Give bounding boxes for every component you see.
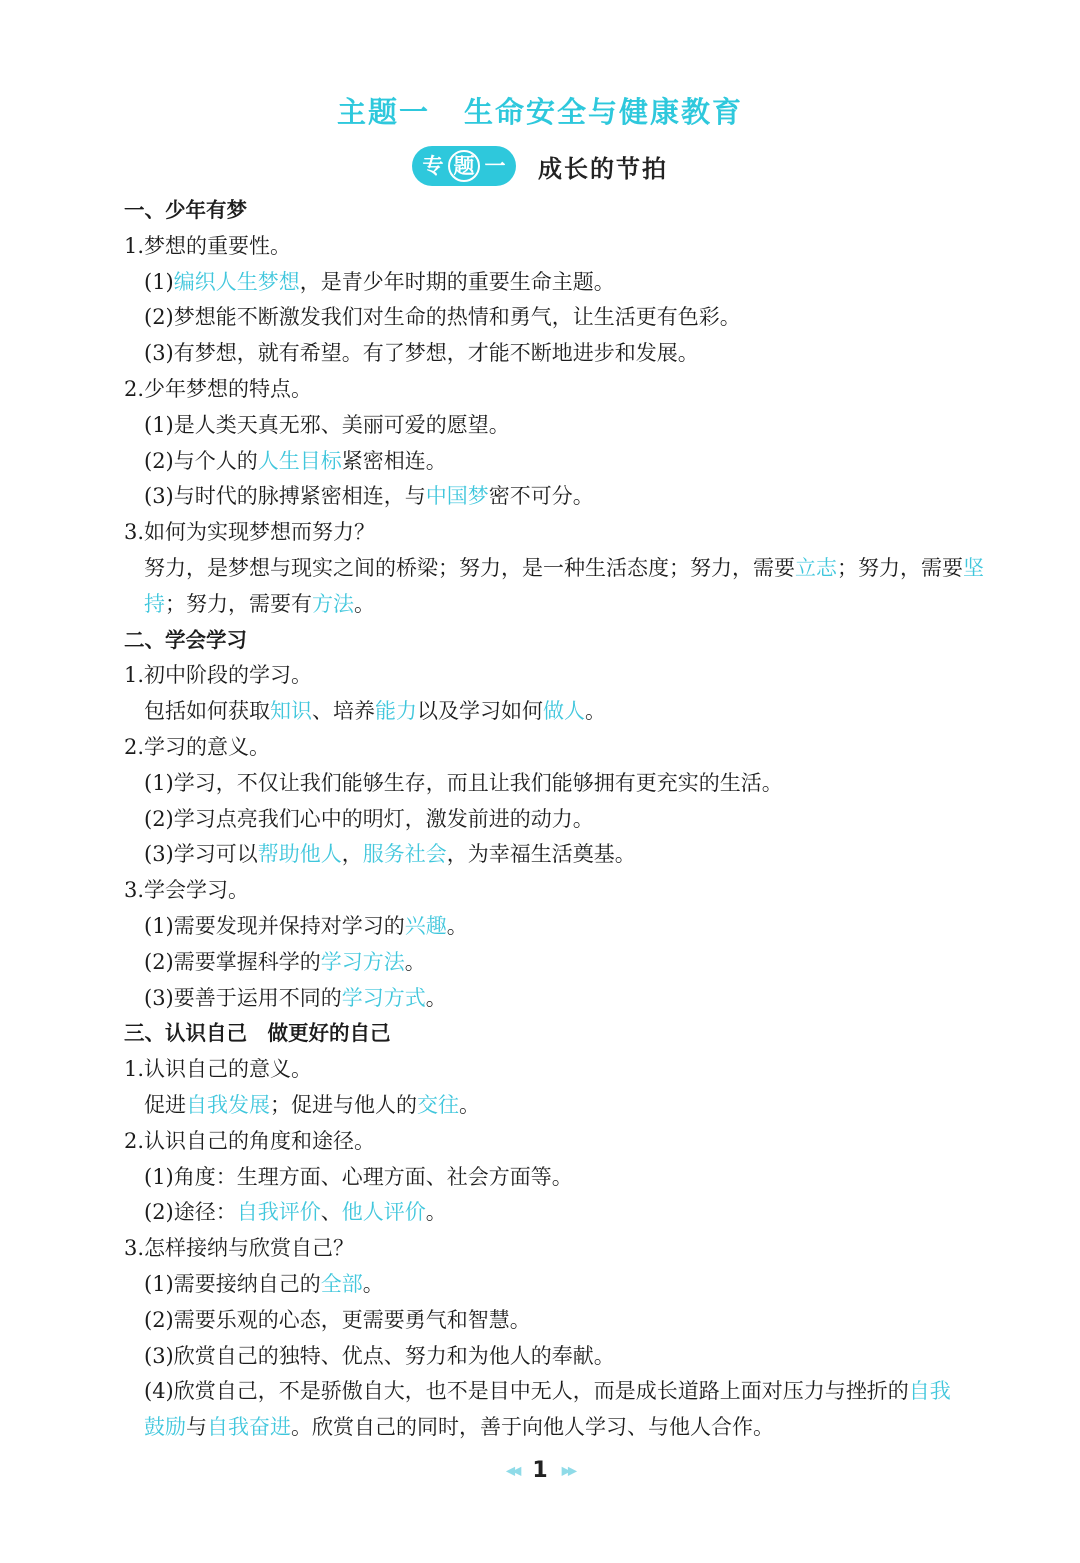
text-run: (2)学习点亮我们心中的明灯，激发前进的动力。 xyxy=(144,806,594,831)
text-run: 、培养 xyxy=(312,699,375,724)
theme-title xyxy=(0,90,1080,131)
text-run: 。 xyxy=(425,985,447,1010)
key-term: 知识 xyxy=(270,699,312,724)
document-body xyxy=(124,193,994,1446)
text-run: ， xyxy=(341,842,363,867)
text-run: (1)需要接纳自己的 xyxy=(144,1271,321,1296)
subheading xyxy=(124,1052,994,1088)
text-run: 。 xyxy=(425,1200,447,1225)
subheading xyxy=(124,730,994,766)
text-run: 2.少年梦想的特点。 xyxy=(124,376,313,401)
text-line xyxy=(124,1303,994,1339)
subheading xyxy=(124,658,994,694)
subheading xyxy=(124,1231,994,1267)
key-term: 方法 xyxy=(312,591,354,616)
text-run: 。 xyxy=(459,1092,480,1117)
text-run: (3)与时代的脉搏紧密相连，与 xyxy=(144,484,426,509)
text-run: 3.怎样接纳与欣赏自己？ xyxy=(124,1236,355,1261)
text-run: 3.如何为实现梦想而努力？ xyxy=(124,520,376,545)
key-term: 人生目标 xyxy=(257,448,342,473)
key-term: 兴趣 xyxy=(404,913,447,938)
text-line xyxy=(124,766,994,802)
subheading xyxy=(124,372,994,408)
text-run: (2)梦想能不断激发我们对生命的热情和勇气，让生活更有色彩。 xyxy=(144,305,741,330)
theme-name: 生命安全与健康教育 xyxy=(464,95,744,129)
text-line xyxy=(124,1195,994,1231)
text-run: (1)学习，不仅让我们能够生存，而且让我们能够拥有更充实的生活。 xyxy=(144,770,783,795)
text-run: 紧密相连。 xyxy=(341,448,447,473)
text-run: 。 xyxy=(404,949,426,974)
topic-badge-char: 专 xyxy=(422,154,444,178)
key-term: 自我 xyxy=(908,1379,951,1404)
text-line xyxy=(124,1410,994,1446)
text-line xyxy=(124,981,994,1017)
text-run: 2.学习的意义。 xyxy=(124,734,271,759)
text-run: (3)要善于运用不同的 xyxy=(144,985,342,1010)
text-line xyxy=(124,1088,994,1124)
text-run: 1.认识自己的意义。 xyxy=(124,1057,313,1082)
text-run: (4)欣赏自己，不是骄傲自大，也不是目中无人，而是成长道路上面对压力与挫折的 xyxy=(144,1379,909,1404)
text-run: 。 xyxy=(446,913,468,938)
text-run: (3)欣赏自己的独特、优点、努力和为他人的奉献。 xyxy=(144,1343,615,1368)
text-run: ，是青少年时期的重要生命主题。 xyxy=(299,269,615,294)
key-term: 能力 xyxy=(375,699,417,724)
subheading xyxy=(124,873,994,909)
text-line xyxy=(124,1374,994,1410)
theme-label: 主题一 xyxy=(336,95,430,129)
key-term: 服务社会 xyxy=(362,842,447,867)
text-run: ；促进与他人的 xyxy=(270,1092,417,1117)
text-line xyxy=(124,265,994,301)
text-run: (1)角度：生理方面、心理方面、社会方面等。 xyxy=(144,1164,573,1189)
text-run: 三、认识自己 做更好的自己 xyxy=(124,1021,391,1046)
text-run: 3.学会学习。 xyxy=(124,878,250,903)
text-run: 促进 xyxy=(144,1092,186,1117)
key-term: 持 xyxy=(144,591,165,616)
key-term: 帮助他人 xyxy=(257,842,342,867)
text-run: ，为幸福生活奠基。 xyxy=(446,842,636,867)
text-run: 以及学习如何 xyxy=(417,699,543,724)
text-run: 1.初中阶段的学习。 xyxy=(124,663,313,688)
text-run: 2.认识自己的角度和途径。 xyxy=(124,1128,376,1153)
subheading xyxy=(124,1124,994,1160)
page-number: 1 xyxy=(532,1458,548,1483)
text-line xyxy=(124,694,994,730)
section-heading xyxy=(124,1016,994,1052)
key-term: 自我评价 xyxy=(236,1200,321,1225)
prev-arrows-icon: ◀◀ xyxy=(505,1463,519,1478)
text-run: ；努力，需要 xyxy=(837,555,963,580)
text-run: (2)需要掌握科学的 xyxy=(144,949,321,974)
key-term: 学习方式 xyxy=(341,985,426,1010)
text-line xyxy=(124,909,994,945)
subheading xyxy=(124,515,994,551)
key-term: 中国梦 xyxy=(425,484,489,509)
text-run: 努力，是梦想与现实之间的桥梁；努力，是一种生活态度；努力，需要 xyxy=(144,555,795,580)
text-run: 一、少年有梦 xyxy=(124,198,247,222)
text-run: (3)有梦想，就有希望。有了梦想，才能不断地进步和发展。 xyxy=(144,341,699,366)
text-line xyxy=(124,1339,994,1375)
text-run: (3)学习可以 xyxy=(144,842,258,867)
section-heading xyxy=(124,623,994,659)
text-run: 包括如何获取 xyxy=(144,699,270,724)
text-run: ；努力，需要有 xyxy=(165,591,312,616)
text-line xyxy=(124,1160,994,1196)
key-term: 交往 xyxy=(417,1092,459,1117)
text-line xyxy=(124,408,994,444)
text-line xyxy=(124,837,994,873)
section-heading xyxy=(124,193,994,229)
key-term: 鼓励 xyxy=(144,1415,186,1440)
text-line xyxy=(124,587,994,623)
topic-badge-char: 题 xyxy=(448,150,480,182)
key-term: 做人 xyxy=(543,699,585,724)
text-line xyxy=(124,479,994,515)
text-run: 。欣赏自己的同时，善于向他人学习、与他人合作。 xyxy=(291,1415,774,1440)
key-term: 坚 xyxy=(963,555,984,580)
next-arrows-icon: ▶▶ xyxy=(561,1463,575,1478)
topic-title: 成长的节拍 xyxy=(538,154,668,183)
text-line xyxy=(124,551,994,587)
key-term: 立志 xyxy=(795,555,837,580)
text-run: 二、学会学习 xyxy=(124,627,247,652)
key-term: 编织人生梦想 xyxy=(173,269,300,294)
text-run: 与 xyxy=(186,1415,207,1440)
text-run: 1.梦想的重要性。 xyxy=(124,233,292,258)
text-run: (2)与个人的 xyxy=(144,448,258,473)
text-run: 密不可分。 xyxy=(488,484,594,509)
text-run: 、 xyxy=(320,1200,342,1225)
text-line xyxy=(124,1267,994,1303)
topic-badge xyxy=(412,146,516,186)
key-term: 自我奋进 xyxy=(207,1415,291,1440)
key-term: 自我发展 xyxy=(186,1092,270,1117)
text-run: (1)是人类天真无邪、美丽可爱的愿望。 xyxy=(144,412,510,437)
topic-header xyxy=(0,146,1080,186)
text-run: 。 xyxy=(585,699,606,724)
text-run: (2)需要乐观的心态，更需要勇气和智慧。 xyxy=(144,1307,531,1332)
subheading xyxy=(124,229,994,265)
text-run: 。 xyxy=(354,591,375,616)
page-footer xyxy=(0,1458,1080,1483)
key-term: 全部 xyxy=(320,1271,363,1296)
text-run: 。 xyxy=(362,1271,384,1296)
text-run: (2)途径： xyxy=(144,1200,237,1225)
text-line xyxy=(124,300,994,336)
topic-badge-char: 一 xyxy=(484,154,506,178)
text-run: (1) xyxy=(144,269,174,294)
text-line xyxy=(124,444,994,480)
text-line xyxy=(124,802,994,838)
key-term: 学习方法 xyxy=(320,949,405,974)
text-line xyxy=(124,336,994,372)
text-line xyxy=(124,945,994,981)
text-run: (1)需要发现并保持对学习的 xyxy=(144,913,405,938)
key-term: 他人评价 xyxy=(341,1200,426,1225)
